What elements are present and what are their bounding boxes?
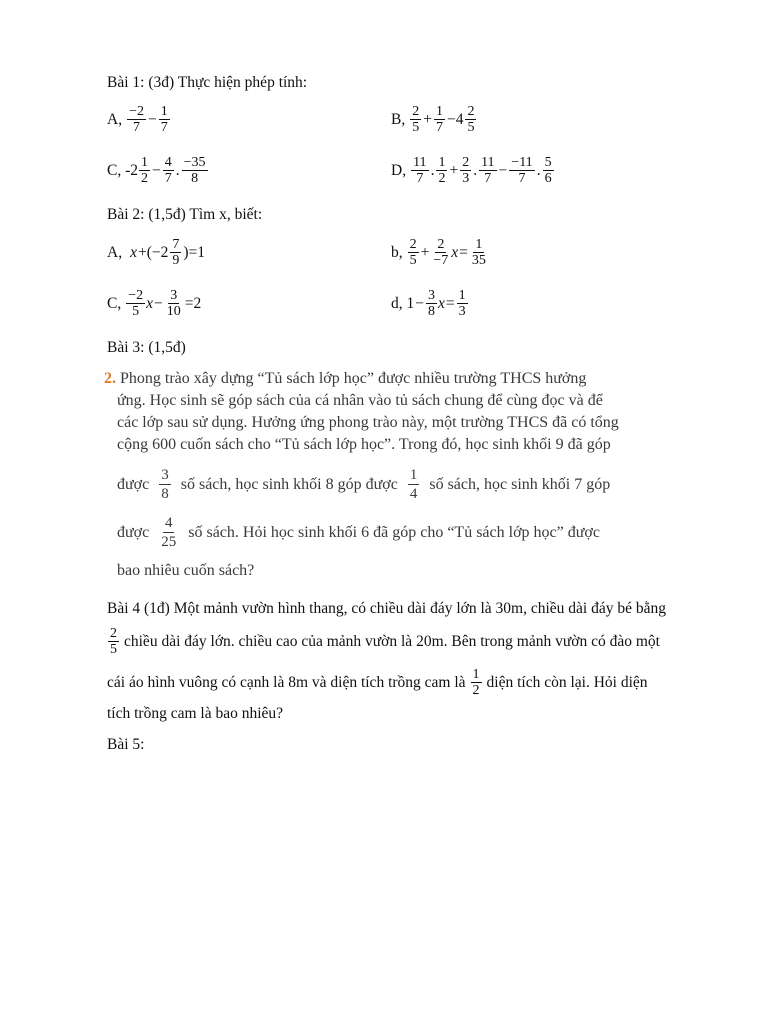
bai2-a: A, x +(−2 $\frac{7}{9}$ )=1	[107, 237, 206, 268]
excerpt-line-5: được $\frac{3}{8}$ số sách, học sinh khối 8 góp được $\frac{1}{4}$ số sách, học sinh khối 7 góp	[117, 467, 611, 502]
bai1-a: A, $\frac{-2}{7}$ − $\frac{1}{7}$	[107, 104, 168, 135]
excerpt-line-7: bao nhiêu cuốn sách?	[117, 562, 255, 579]
fraction: $\frac{2}{5}$	[110, 626, 117, 657]
fraction: $\frac{2}{-7}$	[433, 237, 449, 268]
fraction: $\frac{4}{7}$	[164, 155, 172, 186]
fraction: $\frac{2}{3}$	[462, 155, 470, 186]
fraction: $\frac{7}{9}$	[172, 237, 180, 268]
excerpt-line-1: 2. Phong trào xây dựng “Tủ sách lớp học” được nhiều trường THCS hưởng	[104, 370, 587, 387]
bai3-title: Bài 3: (1,5đ)	[107, 339, 186, 356]
bai4-line-1: Bài 4 (1đ) Một mảnh vườn hình thang, có chiều dài đáy lớn là 30m, chiều dài đáy bé bằng	[107, 600, 666, 617]
excerpt-line-4: cộng 600 cuốn sách cho “Tủ sách lớp học”. Trong đó, học sinh khối 9 đã góp	[117, 436, 611, 453]
bai4-line-3: cái áo hình vuông có cạnh là 8m và diện tích trồng cam là $\frac{1}{2}$ diện tích còn lại. Hỏi diện	[107, 667, 648, 698]
fraction: $\frac{11}{7}$	[481, 155, 495, 186]
bai1-d-label: D,	[391, 161, 407, 179]
textbook-excerpt	[104, 366, 649, 584]
fraction: $\frac{1}{3}$	[458, 288, 466, 319]
bai1-title: Bài 1: (3đ) Thực hiện phép tính:	[107, 74, 308, 91]
bai2-b: b, $\frac{2}{5}$ + $\frac{2}{-7}$ x = $\frac{1}{35}$	[391, 237, 486, 268]
fraction: $\frac{1}{7}$	[435, 104, 443, 135]
fraction: $\frac{4}{25}$	[161, 515, 177, 550]
bai2-c: C, $\frac{-2}{5}$ x − $\frac{3}{10}$ =2	[107, 288, 202, 319]
fraction: $\frac{-35}{8}$	[183, 155, 206, 186]
fraction: $\frac{11}{7}$	[413, 155, 427, 186]
bai1-b: B, $\frac{2}{5}$ + $\frac{1}{7}$ −4 $\frac{2}{5}$	[391, 104, 475, 135]
fraction: $\frac{3}{10}$	[166, 288, 181, 319]
fraction: $\frac{3}{8}$	[428, 288, 435, 319]
fraction: $\frac{1}{7}$	[160, 104, 168, 135]
bai1-d: D, $\frac{11}{7}$ . $\frac{1}{2}$ + $\frac{2}{3}$ . $\frac{11}{7}$ − $\frac{-11}{7}$ . $\frac{5}{6}$	[391, 155, 552, 186]
excerpt-line-6: được $\frac{4}{25}$ số sách. Hỏi học sinh khối 6 đã góp cho “Tủ sách lớp học” được	[117, 515, 600, 550]
bai1-c-label: C, -2	[107, 161, 138, 179]
fraction: $\frac{-11}{7}$	[511, 155, 533, 186]
bai1-b-label: B,	[391, 110, 406, 128]
fraction: $\frac{2}{5}$	[412, 104, 420, 135]
fraction: $\frac{1}{2}$	[472, 667, 480, 698]
fraction: $\frac{1}{35}$	[471, 237, 486, 268]
fraction: $\frac{-2}{7}$	[129, 104, 144, 135]
bai2-c-label: C,	[107, 294, 122, 312]
bai5-title: Bài 5:	[107, 736, 145, 753]
bai2-d-label: d, 1	[391, 294, 415, 312]
excerpt-line-2: ứng. Học sinh sẽ góp sách của cá nhân vào tủ sách chung để cùng đọc và để	[117, 392, 603, 409]
excerpt-line-3: các lớp sau sử dụng. Hưởng ứng phong trào này, một trường THCS đã có tổng	[117, 414, 619, 431]
bai2-b-label: b,	[391, 243, 403, 261]
bai4-line-2: $\frac{2}{5}$ chiều dài đáy lớn. chiều cao của mảnh vườn là 20m. Bên trong mảnh vườn có đào một	[110, 626, 660, 657]
fraction: $\frac{2}{5}$	[467, 104, 475, 135]
problem-number: 2.	[104, 370, 116, 387]
bai1-a-label: A,	[107, 110, 123, 128]
fraction: $\frac{1}{2}$	[141, 155, 148, 186]
fraction: $\frac{2}{5}$	[409, 237, 417, 268]
fraction: $\frac{1}{2}$	[438, 155, 446, 186]
bai2-a-label: A,	[107, 243, 123, 261]
fraction: $\frac{-2}{5}$	[128, 288, 144, 319]
bai2-title: Bài 2: (1,5đ) Tìm x, biết:	[107, 206, 263, 223]
bai1-c: C, -2 $\frac{1}{2}$ − $\frac{4}{7}$ . $\frac{-35}{8}$	[107, 155, 206, 186]
fraction: $\frac{3}{8}$	[161, 467, 169, 502]
bai4-line-4: tích trồng cam là bao nhiêu?	[107, 705, 284, 722]
fraction: $\frac{5}{6}$	[544, 155, 552, 186]
bai2-d: d, 1 − $\frac{3}{8}$ x = $\frac{1}{3}$	[391, 288, 466, 319]
fraction: $\frac{1}{4}$	[409, 467, 418, 502]
